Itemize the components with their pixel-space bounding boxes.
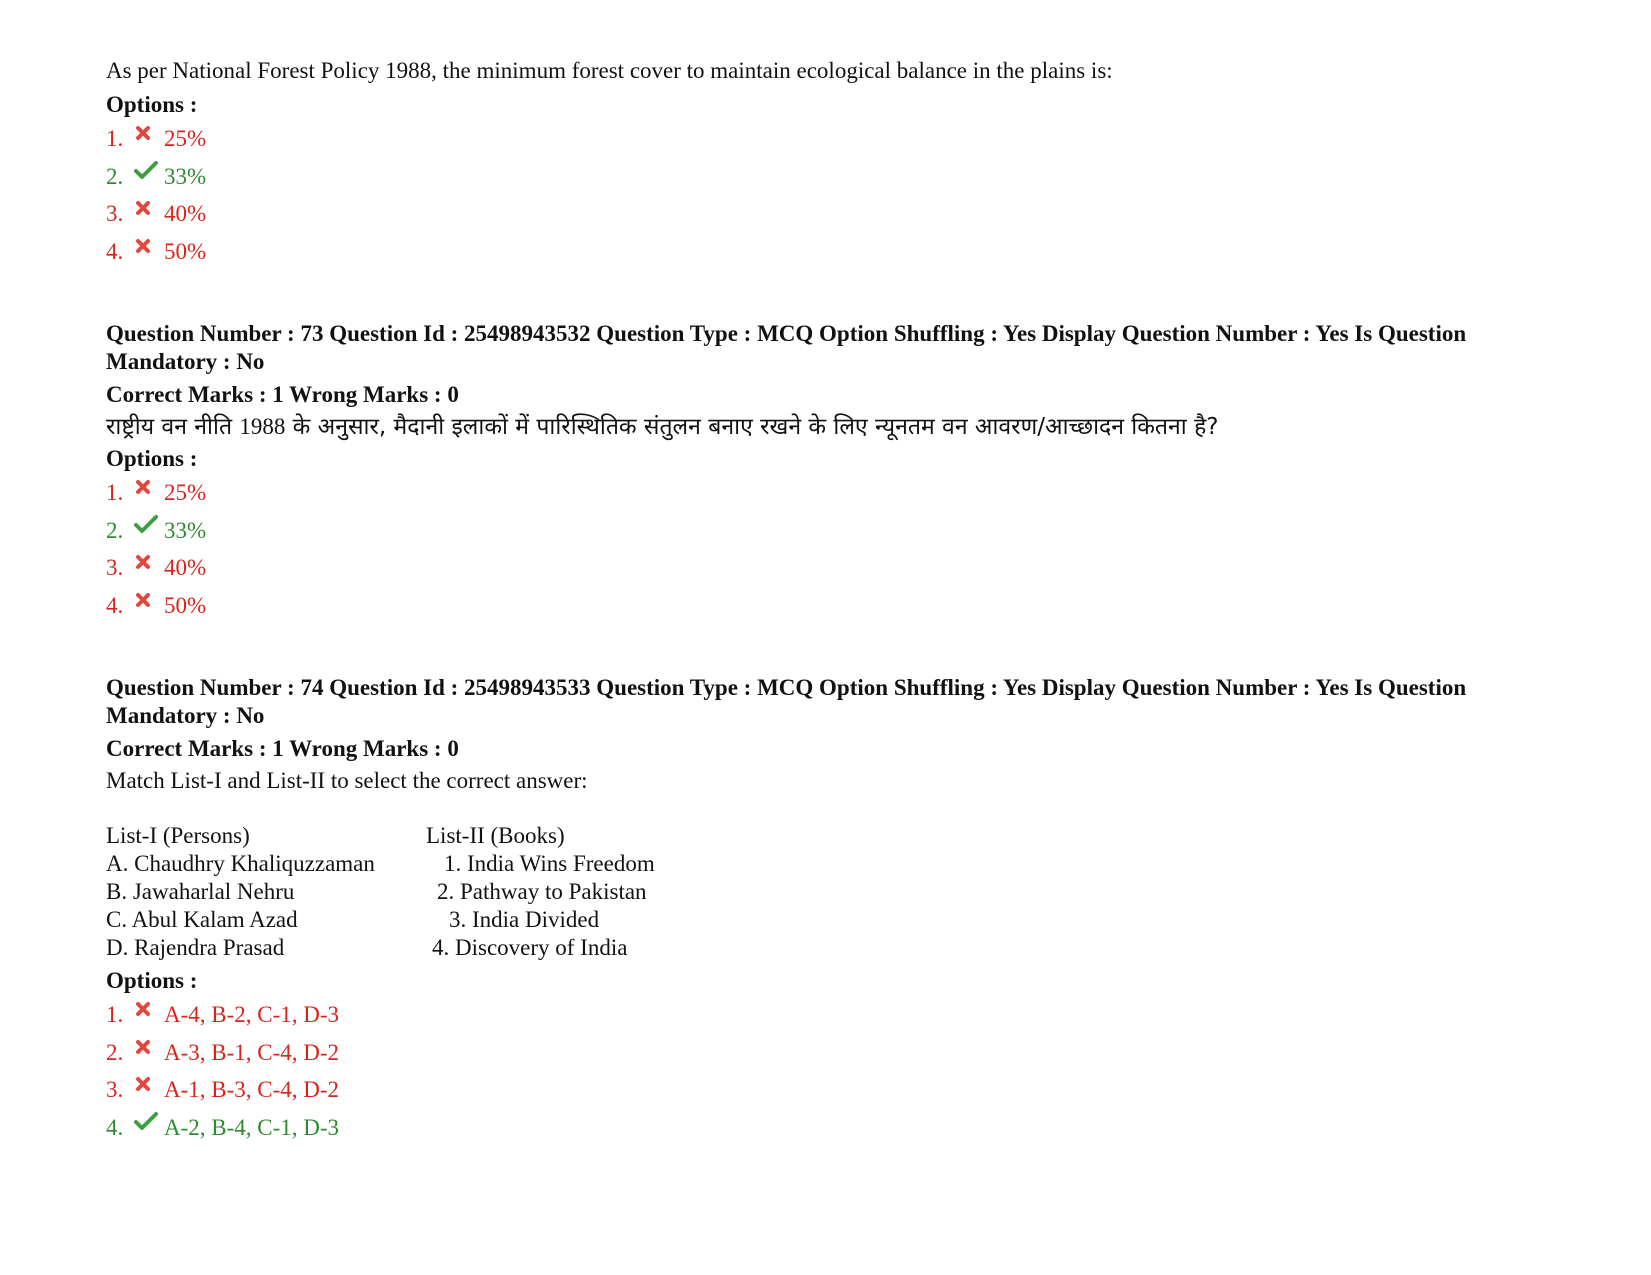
option-row	[106, 478, 1556, 516]
option-text: 25%	[164, 480, 207, 505]
option-number: 4.	[106, 238, 124, 264]
option-row	[106, 516, 1556, 554]
check-icon	[134, 158, 164, 188]
option-number: 3.	[106, 555, 124, 580]
option-row	[106, 162, 1556, 200]
list-2-item: 1. India Wins Freedom	[444, 851, 655, 876]
question-74-text: Match List-I and List-II to select the correct answer:	[106, 768, 588, 793]
cross-icon	[134, 549, 164, 579]
options-label: Options :	[106, 968, 198, 993]
option-number: 2.	[106, 1039, 124, 1065]
list-2-item: 3. India Divided	[449, 907, 600, 932]
option-text: A-3, B-1, C-4, D-2	[164, 1039, 340, 1065]
question-sheet	[106, 56, 1556, 1150]
check-icon	[134, 512, 164, 542]
cross-icon	[134, 474, 164, 504]
option-text: A-1, B-3, C-4, D-2	[164, 1077, 340, 1102]
option-text: 33%	[164, 517, 207, 543]
option-row	[106, 1113, 1556, 1151]
q72-options	[106, 124, 1556, 274]
option-text: 50%	[164, 592, 207, 618]
option-text: A-4, B-2, C-1, D-3	[164, 1002, 340, 1027]
option-text: 50%	[164, 238, 207, 264]
list-1-item: C. Abul Kalam Azad	[106, 907, 298, 932]
cross-icon	[134, 195, 164, 225]
options-label: Options :	[106, 92, 198, 117]
cross-icon	[134, 1071, 164, 1101]
option-row	[106, 237, 1556, 275]
question-74-meta: Question Number : 74 Question Id : 25498943533 Question Type : MCQ Option Shuffling : Yes Display Question Number : Yes Is Question Mandatory : No	[106, 675, 1467, 728]
question-73-text	[106, 410, 1556, 444]
option-number: 1.	[106, 1002, 124, 1027]
option-text: A-2, B-4, C-1, D-3	[164, 1114, 340, 1140]
option-text: 40%	[164, 201, 207, 226]
hindi-text-part-2: के अनुसार, मैदानी इलाकों में पारिस्थितिक संतुलन बनाए रखने के लिए न्यूनतम वन आवरण/आच्छादन कितना है?	[285, 414, 1219, 440]
list-1-item: A. Chaudhry Khaliquzzaman	[106, 851, 375, 876]
question-73-meta: Question Number : 73 Question Id : 25498943532 Question Type : MCQ Option Shuffling : Yes Display Question Number : Yes Is Question Mandatory : No	[106, 321, 1467, 374]
option-number: 3.	[106, 1077, 124, 1102]
option-row	[106, 124, 1556, 162]
question-73-marks: Correct Marks : 1 Wrong Marks : 0	[106, 382, 459, 407]
hindi-text-part-1: राष्ट्रीय वन नीति	[106, 414, 240, 440]
cross-icon	[134, 120, 164, 150]
cross-icon	[134, 996, 164, 1026]
q73-options	[106, 478, 1556, 628]
option-text: 25%	[164, 126, 207, 151]
option-number: 4.	[106, 592, 124, 618]
option-number: 4.	[106, 1114, 124, 1140]
option-row	[106, 199, 1556, 237]
list-2-item: 4. Discovery of India	[432, 935, 628, 960]
list-2-header: List-II (Books)	[426, 823, 565, 848]
option-row	[106, 1038, 1556, 1076]
question-72-text: As per National Forest Policy 1988, the minimum forest cover to maintain ecological balance in the plains is:	[106, 58, 1113, 83]
option-row	[106, 591, 1556, 629]
q74-options	[106, 1000, 1556, 1150]
option-number: 2.	[106, 163, 124, 189]
cross-icon	[134, 1034, 164, 1064]
option-row	[106, 1000, 1556, 1038]
list-1-item: B. Jawaharlal Nehru	[106, 879, 295, 904]
list-1-item: D. Rajendra Prasad	[106, 935, 285, 960]
option-row	[106, 553, 1556, 591]
check-icon	[134, 1109, 164, 1139]
option-number: 3.	[106, 201, 124, 226]
question-74-marks: Correct Marks : 1 Wrong Marks : 0	[106, 736, 459, 761]
options-label: Options :	[106, 446, 198, 471]
option-text: 33%	[164, 163, 207, 189]
option-text: 40%	[164, 555, 207, 580]
hindi-text-year: 1988	[239, 414, 286, 439]
option-number: 1.	[106, 480, 124, 505]
option-number: 2.	[106, 517, 124, 543]
list-1-header: List-I (Persons)	[106, 823, 250, 848]
option-number: 1.	[106, 126, 124, 151]
list-2-item: 2. Pathway to Pakistan	[437, 879, 647, 904]
match-list-table	[106, 822, 1556, 962]
option-row	[106, 1075, 1556, 1113]
cross-icon	[134, 587, 164, 617]
cross-icon	[134, 233, 164, 263]
